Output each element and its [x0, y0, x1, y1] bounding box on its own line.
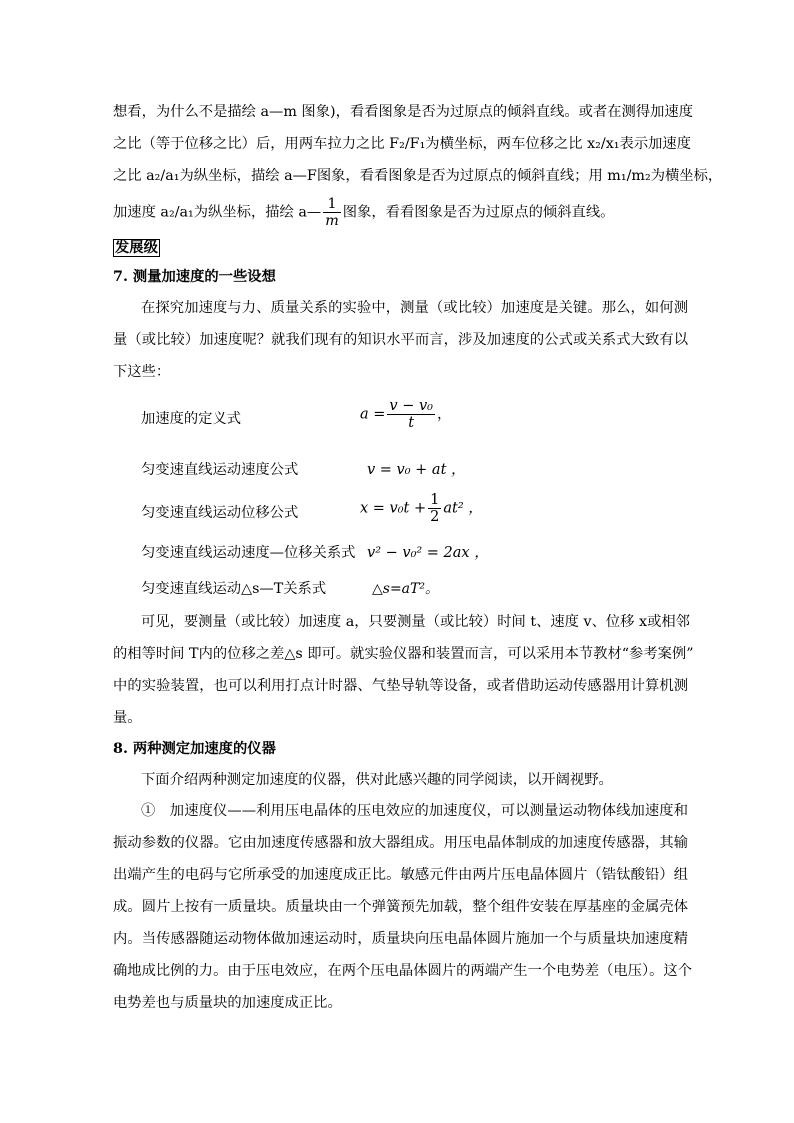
paragraph-line: 量（或比较）加速度呢？就我们现有的知识水平而言，涉及加速度的公式或关系式大致有以 — [113, 332, 688, 348]
section-heading: 7. 测量加速度的一些设想 — [113, 269, 276, 285]
fraction-numerator: v − v₀ — [389, 398, 433, 414]
fraction-numerator: 1 — [430, 492, 440, 508]
paragraph-line: 之比 a₂/a₁为纵坐标，描绘 a—F图象，看看图象是否为过原点的倾斜直线；用 m₁/m₂为横坐标， — [113, 168, 723, 184]
formula-displacement — [360, 492, 483, 525]
level-heading — [113, 239, 688, 257]
paragraph-line: 确地成比例的力。由于压电效应，在两个压电晶体圆片的两端产生一个电势差（电压）。这个 — [113, 963, 693, 979]
formula-velocity: v = v₀ + at ， — [367, 462, 466, 478]
paragraph-line: 下面介绍两种测定加速度的仪器，供对此感兴趣的同学阅读，以开阔视野。 — [141, 772, 613, 788]
formula-label: 匀变速直线运动速度公式 — [141, 462, 299, 478]
formula-label: 匀变速直线运动速度—位移关系式 — [141, 545, 356, 561]
paragraph-line: 出端产生的电码与它所承受的加速度成正比。敏感元件由两片压电晶体圆片（锆钛酸铅）组 — [113, 867, 688, 883]
fraction-denominator: t — [387, 414, 435, 431]
text-run: 图象，看看图象是否为过原点的倾斜直线。 — [342, 204, 615, 221]
section-heading: 8. 两种测定加速度的仪器 — [113, 741, 276, 757]
formula-velocity-displacement: v² − v₀² = 2ax ， — [367, 545, 489, 561]
level-badge: 发展级 — [115, 240, 158, 256]
paragraph-line: 量。 — [113, 710, 142, 726]
fraction-denominator: 2 — [430, 509, 440, 525]
fraction-denominator: m — [325, 213, 339, 229]
formula-text: ， — [436, 406, 452, 423]
formula-fraction — [428, 492, 441, 525]
paragraph-line: 成。圆片上按有一质量块。质量块由一个弹簧预先加载，整个组件安装在厚基座的金属壳体 — [113, 899, 688, 915]
paragraph-line: 电势差也与质量块的加速度成正比。 — [113, 995, 342, 1011]
formula-label: 加速度的定义式 — [141, 411, 242, 427]
paragraph-line: 下这些： — [113, 364, 171, 380]
paragraph-line: 在探究加速度与力、质量关系的实验中，测量（或比较）加速度是关键。那么，如何测 — [141, 300, 688, 316]
paragraph-line: 中的实验装置，也可以利用打点计时器、气垫导轨等设备，或者借助运动传感器用计算机测 — [113, 678, 688, 694]
formula-acceleration-definition — [360, 398, 451, 431]
formula-delta-s: △s=aT²。 — [372, 581, 439, 597]
paragraph-line: 振动参数的仪器。它由加速度传感器和放大器组成。用压电晶体制成的加速度传感器，其输 — [113, 835, 688, 851]
paragraph-line: 可见，要测量（或比较）加速度 a，只要测量（或比较）时间 t、速度 v、位移 x或相邻 — [141, 614, 690, 630]
formula-text: at² ， — [443, 500, 483, 517]
paragraph-line: ① 加速度仪——利用压电晶体的压电效应的加速度仪，可以测量运动物体线加速度和 — [141, 803, 688, 819]
formula-label: 匀变速直线运动位移公式 — [141, 505, 299, 521]
formula-label: 匀变速直线运动△s—T关系式 — [141, 581, 327, 597]
paragraph-line: 之比（等于位移之比）后，用两车拉力之比 F₂/F₁为横坐标，两车位移之比 x₂/x₁表示加速度 — [113, 136, 692, 152]
fraction-numerator: 1 — [327, 196, 337, 212]
formula-text: x = v₀t + — [360, 500, 427, 517]
fraction-one-over-m — [323, 196, 341, 229]
formula-text: a = — [360, 406, 386, 423]
paragraph-line-with-fraction — [113, 196, 688, 229]
paragraph-line: 想看，为什么不是描绘 a—m 图象)，看看图象是否为过原点的倾斜直线。或者在测得加速度 — [113, 104, 694, 120]
formula-fraction — [387, 398, 435, 431]
paragraph-line: 的相等时间 T内的位移之差△s 即可。就实验仪器和装置而言，可以采用本节教材“参考案例” — [113, 646, 694, 662]
text-run: 加速度 a₂/a₁为纵坐标，描绘 a— — [113, 204, 322, 221]
paragraph-line: 内。当传感器随运动物体做加速运动时，质量块向压电晶体圆片施加一个与质量块加速度精 — [113, 931, 688, 947]
